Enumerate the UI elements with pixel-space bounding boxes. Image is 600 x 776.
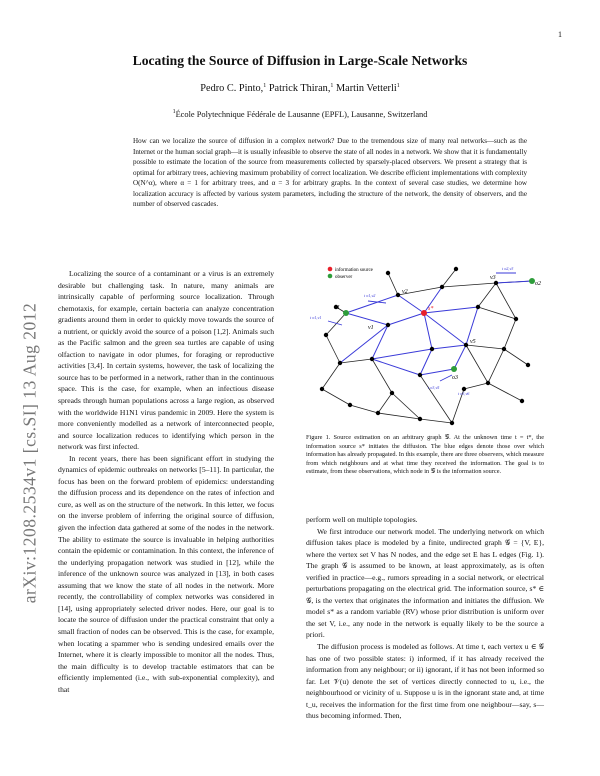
label-o2: o2 [535, 281, 541, 287]
figure-network [306, 263, 544, 427]
arxiv-id: arXiv:1208.2534v1 [cs.SI] 13 Aug 2012 [19, 302, 40, 604]
affiliation-text: École Polytechnique Fédérale de Lausanne (EPFL), Lausanne, Switzerland [175, 110, 428, 119]
paragraph: We first introduce our network model. The underlying network on which diffusion takes place is modeled by a finite, undirected graph 𝒢 = {V, E}, where the vertex set V has N nodes, and the edge set E has L edges (Fig. 1). The graph 𝒢 is assumed to be known, at least approximately, as is often verified in practice—e.g., rumors spreading in a social network, or electrical perturbations propagating on the electrical grid. The information source, s* ∈ 𝒢, is the vertex that originates the information and initiates the diffusion. We model s* as a random variable (RV) whose prior distribution is uniform over the set V, i.e., any node in the network is equally likely to be the source a priori. [306, 526, 544, 640]
legend-observer-label: observer [335, 275, 353, 281]
author: Martin Vetterli [335, 83, 397, 94]
paper-title: Locating the Source of Diffusion in Large-Scale Networks [132, 53, 468, 68]
label-t-o3v6: t o3,v6 [458, 391, 470, 396]
affiliation-mark: 1 [172, 109, 176, 115]
author-mark: 1 [263, 83, 267, 89]
legend-source-label: information source [335, 268, 373, 274]
legend-source-dot [328, 267, 333, 272]
label-v3: v3 [490, 275, 496, 281]
page-number: 1 [558, 30, 562, 39]
label-t-o3v5: t o3,v5 [428, 385, 440, 390]
node-labels [334, 275, 541, 381]
paragraph: In recent years, there has been significant effort in studying the dynamics of epidemic outbreaks on networks [5–11]. In particular, the focus has been on the forward problem of epidemics: understanding the diffusion process and its dependence on the rates of infection and cure, as well as on the structure of the network. In this letter, we focus on the inverse problem of inferring the original source of diffusion, given the infection data gathered at some of the nodes in the network. The ability to estimate the source is invaluable in helping authorities contain the epidemic or contamination. In this context, the inference of the underlying propagation network was studied in [12], while the inference of the unknown source was analyzed in [13], in both cases assuming that we know the state of all nodes in the network. More recently, the controllability of complex networks was considered in [14], using appropriately selected driver nodes. Here, our goal is to locate the source of diffusion under the practical constraint that only a small fraction of nodes can be observed. This is the case, for example, when locating a spammer who is sending undesired emails over the Internet, where it is clearly impossible to monitor all the nodes. Thus, the main difficulty is to develop tractable estimators that can be efficiently implemented (i.e., with sub-exponential complexity), and that [58, 453, 274, 694]
label-t-o1v2: t o1,v2 [364, 293, 376, 298]
author-list [0, 83, 600, 94]
plain-edges [322, 269, 532, 423]
arxiv-stamp [10, 218, 50, 688]
abstract: How can we localize the source of diffusion in a complex network? Due to the tremendous size of many real networks—such as the Internet or the human social graph—it is usually infeasible to observe the state of all nodes in a network. We show that it is fundamentally possible to estimate the location of the source from measurements collected by sparsely-placed observers. We present a strategy that is optimal for arbitrary trees, achieving maximum probability of correct localization. We describe efficient implementations with complexity O(N^α), where α = 1 for arbitrary trees, and α = 3 for arbitrary graphs. In the context of several case studies, we determine how localization accuracy is affected by various system parameters, including the structure of the network, the density of observers, and the number of observed cascades. [133, 137, 527, 208]
label-o3: o3 [452, 375, 458, 381]
network-graph [306, 263, 544, 427]
label-v2: v2 [402, 289, 408, 295]
author-mark: 1 [396, 83, 400, 89]
source-node [421, 310, 427, 316]
label-t-o1v1: t o1,v1 [310, 315, 322, 320]
paragraph: Localizing the source of a contaminant or a virus is an extremely desirable but challenging task. In nature, many animals are intrinsically capable of performing source localization. Through chemotaxis, for example, certain bacteria can analyze concentration gradients around them in order to quickly move towards the source of a nutrient, or quickly avoid the source of a poison [1,2]. Animals such as the Pacific salmon and the green sea turtles are capable of using olfaction to navigate in odor plumes, for foraging or reproductive activities [3,4]. In certain systems, however, the task of localizing the source has to be performed in a network, rather than in the continuous space. This is the case, for example, when an infectious disease spreads through human populations across a large region, as observed with the worldwide H1N1 virus pandemic in 2009. Here the system is more conveniently modelled as a network of interconnected people, and source localization reduces to identifying which person in the network was first infected. [58, 269, 274, 452]
time-labels [310, 266, 513, 397]
author: Pedro C. Pinto, [200, 83, 264, 94]
author: Patrick Thiran, [268, 83, 331, 94]
paragraph: perform well on multiple topologies. [306, 515, 418, 524]
observer-node-o3 [451, 366, 457, 372]
author-mark: 1 [330, 83, 334, 89]
label-source: s* [428, 306, 434, 312]
column-left [58, 268, 274, 695]
legend-observer-dot [328, 274, 333, 279]
observer-node-o1 [343, 310, 349, 316]
label-v1: v1 [368, 325, 374, 331]
column-right [306, 514, 544, 722]
affiliation [0, 110, 600, 119]
graph-nodes [320, 267, 530, 425]
figure-caption: Figure 1. Source estimation on an arbitrary graph 𝒢. At the unknown time t = t*, the information source s* initiates the diffusion. The blue edges denote those over which information has already propagated. In this example, there are three observers, which measure from which neighbours and at what time they received the information. The goal is to estimate, from these observations, which node in 𝒢 is the information source. [306, 434, 544, 475]
label-t-o2v3: t o2,v3 [502, 266, 514, 271]
paragraph: The diffusion process is modeled as follows. At time t, each vertex u ∈ 𝒢 has one of two possible states: i) informed, if it has already received the information from any neighbour; or ii) ignorant, if it has not been informed so far. Let 𝒱(u) denote the set of vertices directly connected to u, i.e., the neighbourhood or vicinity of u. Suppose u is in the ignorant state and, at time t_u, receives the information for the first time from one neighbour—say, s—thus becoming informed. Then, [306, 642, 544, 721]
arrival-arrows [328, 273, 516, 381]
label-o1: o1 [334, 305, 340, 311]
label-v5: v5 [470, 339, 476, 345]
